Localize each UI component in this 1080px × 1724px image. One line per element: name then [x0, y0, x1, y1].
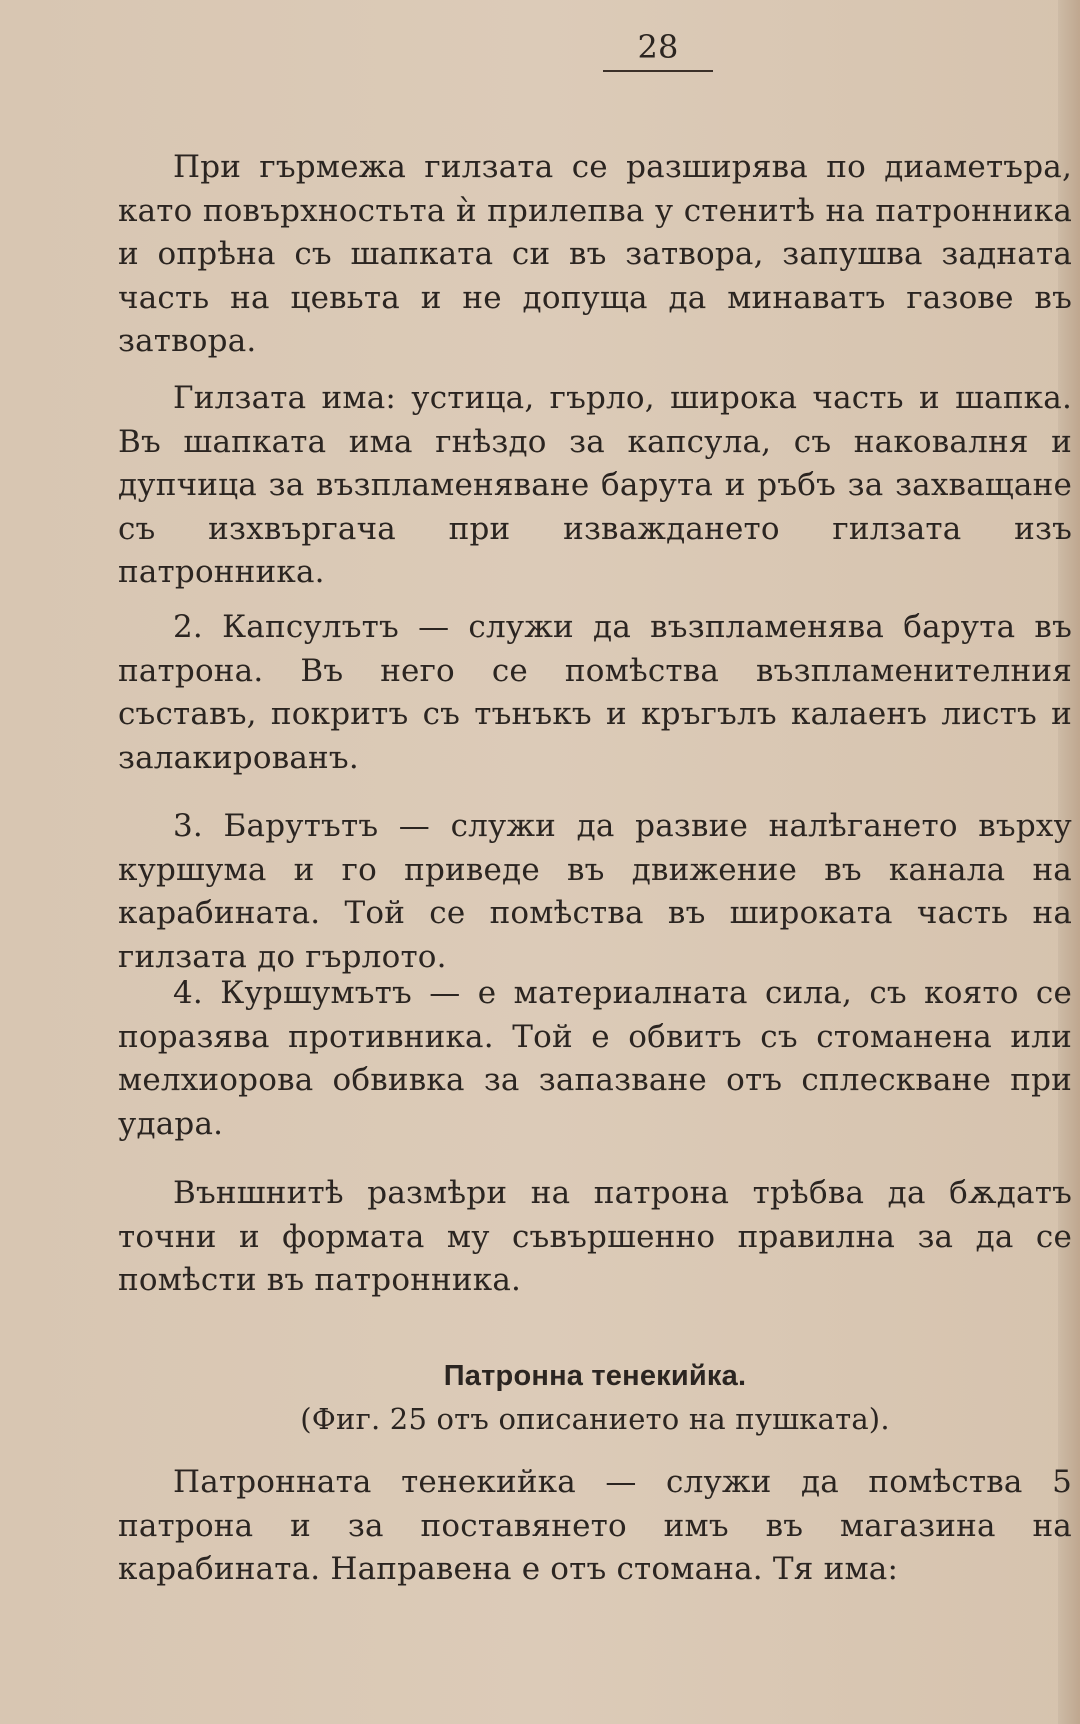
paragraph-1: При гърмежа гилзата се разширява по диаметъра, като повърхностьта ѝ прилепва у стенитѣ на патронника и опрѣна съ шапката си въ затвора, запушва задната часть на цевьта и не допуща да минаватъ газове въ затвора.: [118, 149, 1072, 359]
page-number: 28: [603, 28, 713, 72]
section-title: Патронна тенекийка.: [443, 1360, 747, 1392]
paragraph-6: Външнитѣ размѣри на патрона трѣбва да бѫдатъ точни и формата му съвършенно правилна за да се помѣсти въ патронника.: [118, 1175, 1072, 1298]
paragraph-3: 2. Капсулътъ — служи да възпламенява барута въ патрона. Въ него се помѣства възпламенителния съставъ, покритъ съ тънъкъ и кръгълъ калаенъ листъ и залакированъ.: [118, 609, 1072, 776]
section-subtitle: (Фиг. 25 отъ описанието на пушката).: [300, 1402, 890, 1436]
paragraph-2: Гилзата има: устица, гърло, широка часть и шапка. Въ шапката има гнѣздо за капсула, съ наковалня и дупчица за възпламеняване барута и ръбъ за захващане съ изхвъргача при изваждането гилзата изъ патронника.: [118, 380, 1072, 590]
paragraph-5: 4. Куршумътъ — е материалната сила, съ която се поразява противника. Той е обвитъ съ стоманена или мелхиорова обвивка за запазване отъ сплескване при удара.: [118, 975, 1072, 1142]
paragraph-4: 3. Барутътъ — служи да развие налѣгането върху куршума и го приведе въ движение въ канала на карабината. Той се помѣства въ широката часть на гилзата до гърлото.: [118, 808, 1072, 975]
section-paragraph: Патронната тенекийка — служи да помѣства 5 патрона и за поставянето имъ въ магазина на карабината. Направена е отъ стомана. Тя има:: [118, 1464, 1072, 1587]
